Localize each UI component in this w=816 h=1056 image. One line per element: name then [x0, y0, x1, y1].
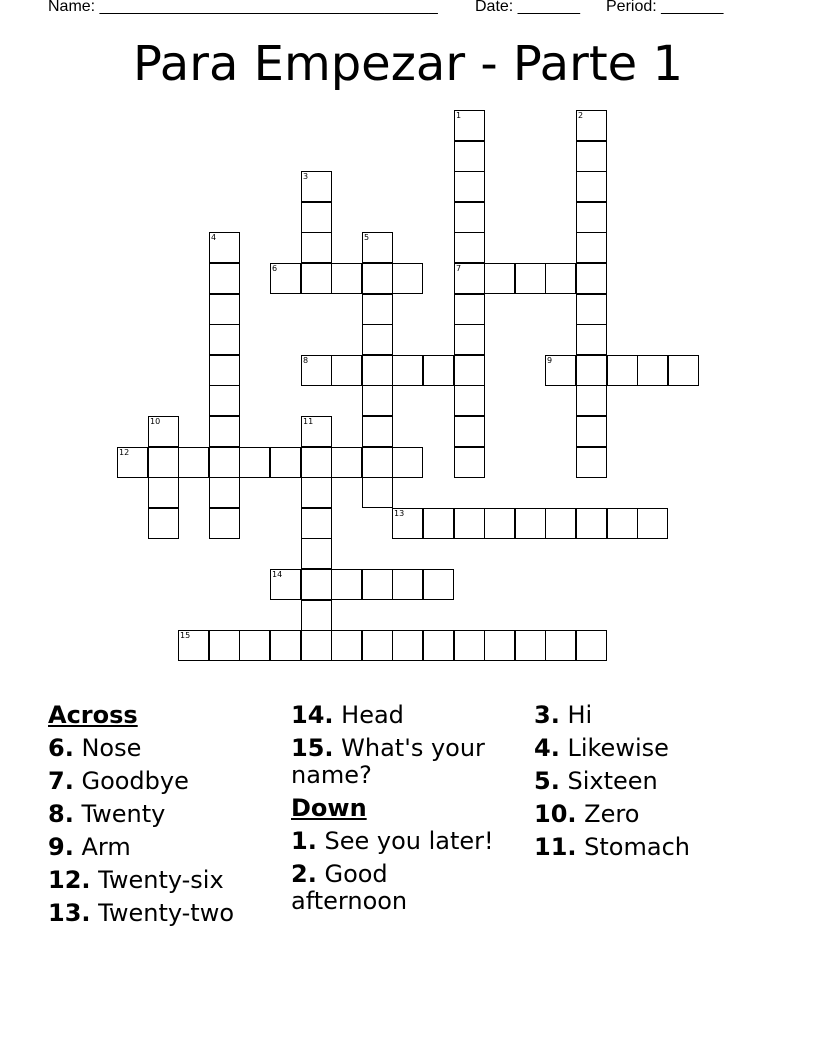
- grid-cell[interactable]: [576, 630, 607, 661]
- clue-across-6: 6. Nose: [48, 734, 142, 762]
- grid-cell[interactable]: [270, 447, 301, 478]
- grid-cell[interactable]: [484, 508, 515, 539]
- grid-cell[interactable]: [209, 385, 240, 416]
- grid-cell[interactable]: [454, 416, 485, 447]
- grid-cell[interactable]: [301, 508, 332, 539]
- clue-across-8: 8. Twenty: [48, 800, 166, 828]
- grid-cell[interactable]: [362, 630, 393, 661]
- clue-number: 7: [456, 264, 462, 273]
- clue-across-14: 14. Head: [291, 701, 404, 729]
- grid-cell[interactable]: [362, 447, 393, 478]
- grid-cell[interactable]: [637, 508, 668, 539]
- grid-cell[interactable]: [301, 447, 332, 478]
- grid-cell[interactable]: [362, 416, 393, 447]
- grid-cell[interactable]: [209, 324, 240, 355]
- grid-cell[interactable]: [607, 355, 638, 386]
- grid-cell[interactable]: [209, 416, 240, 447]
- grid-cell[interactable]: [362, 263, 393, 294]
- clue-number: 13: [394, 509, 405, 518]
- clue-down-3: 3. Hi: [534, 701, 593, 729]
- grid-cell[interactable]: [454, 294, 485, 325]
- grid-cell[interactable]: [239, 630, 270, 661]
- grid-cell[interactable]: [576, 385, 607, 416]
- grid-cell[interactable]: [301, 232, 332, 263]
- clue-number: 12: [119, 448, 130, 457]
- grid-cell[interactable]: [392, 569, 423, 600]
- grid-cell[interactable]: [637, 355, 668, 386]
- grid-cell[interactable]: [392, 447, 423, 478]
- grid-cell-6[interactable]: [270, 263, 301, 294]
- grid-cell[interactable]: [515, 630, 546, 661]
- grid-cell[interactable]: [209, 508, 240, 539]
- grid-cell[interactable]: [178, 447, 209, 478]
- grid-cell[interactable]: [454, 232, 485, 263]
- grid-cell[interactable]: [576, 355, 607, 386]
- grid-cell-15[interactable]: [178, 630, 209, 661]
- down-heading: Down: [291, 794, 367, 822]
- grid-cell[interactable]: [331, 630, 362, 661]
- grid-cell-10[interactable]: [148, 416, 179, 447]
- clue-column-1: [48, 702, 288, 933]
- grid-cell[interactable]: [301, 569, 332, 600]
- grid-cell[interactable]: [576, 141, 607, 172]
- clue-number: 6: [272, 264, 278, 273]
- grid-cell[interactable]: [576, 232, 607, 263]
- grid-cell-4[interactable]: [209, 232, 240, 263]
- grid-cell[interactable]: [209, 263, 240, 294]
- grid-cell[interactable]: [576, 416, 607, 447]
- name-field-label[interactable]: Name: ______________________________________: [48, 0, 438, 15]
- clue-across-12: 12. Twenty-six: [48, 866, 224, 894]
- grid-cell[interactable]: [209, 630, 240, 661]
- grid-cell[interactable]: [331, 355, 362, 386]
- grid-cell[interactable]: [209, 294, 240, 325]
- clue-number: 11: [303, 417, 314, 426]
- clue-number: 2: [578, 111, 584, 120]
- grid-cell[interactable]: [454, 324, 485, 355]
- date-field-label[interactable]: Date: _______: [475, 0, 580, 15]
- grid-cell[interactable]: [576, 324, 607, 355]
- grid-cell[interactable]: [362, 385, 393, 416]
- grid-cell[interactable]: [484, 630, 515, 661]
- grid-cell[interactable]: [454, 385, 485, 416]
- grid-cell[interactable]: [423, 569, 454, 600]
- clue-down-1: 1. See you later!: [291, 827, 494, 855]
- grid-cell[interactable]: [576, 294, 607, 325]
- clue-down-11: 11. Stomach: [534, 833, 690, 861]
- clue-across-7: 7. Goodbye: [48, 767, 189, 795]
- clue-down-4: 4. Likewise: [534, 734, 669, 762]
- clue-number: 4: [211, 233, 217, 242]
- grid-cell[interactable]: [423, 630, 454, 661]
- clue-number: 14: [272, 570, 283, 579]
- grid-cell-14[interactable]: [270, 569, 301, 600]
- grid-cell[interactable]: [454, 355, 485, 386]
- clue-number: 10: [150, 417, 161, 426]
- grid-cell[interactable]: [423, 355, 454, 386]
- grid-cell-8[interactable]: [301, 355, 332, 386]
- grid-cell[interactable]: [301, 263, 332, 294]
- grid-cell[interactable]: [392, 630, 423, 661]
- grid-cell[interactable]: [423, 508, 454, 539]
- grid-cell[interactable]: [576, 202, 607, 233]
- grid-cell-12[interactable]: [117, 447, 148, 478]
- grid-cell[interactable]: [484, 263, 515, 294]
- clue-number: 9: [547, 356, 553, 365]
- grid-cell[interactable]: [362, 324, 393, 355]
- grid-cell[interactable]: [607, 508, 638, 539]
- grid-cell[interactable]: [301, 600, 332, 631]
- grid-cell[interactable]: [454, 630, 485, 661]
- grid-cell[interactable]: [576, 171, 607, 202]
- grid-cell[interactable]: [209, 477, 240, 508]
- grid-cell[interactable]: [362, 355, 393, 386]
- grid-cell[interactable]: [576, 263, 607, 294]
- grid-cell[interactable]: [576, 447, 607, 478]
- grid-cell-1[interactable]: [454, 110, 485, 141]
- period-field-label[interactable]: Period: _______: [606, 0, 724, 15]
- grid-cell[interactable]: [515, 508, 546, 539]
- grid-cell[interactable]: [301, 202, 332, 233]
- clue-across-9: 9. Arm: [48, 833, 131, 861]
- grid-cell[interactable]: [270, 630, 301, 661]
- grid-cell[interactable]: [209, 355, 240, 386]
- grid-cell[interactable]: [301, 477, 332, 508]
- grid-cell[interactable]: [515, 263, 546, 294]
- grid-cell[interactable]: [362, 477, 393, 508]
- grid-cell[interactable]: [148, 447, 179, 478]
- grid-cell-11[interactable]: [301, 416, 332, 447]
- clue-column-3: [534, 702, 774, 867]
- page-title: Para Empezar - Parte 1: [133, 36, 683, 92]
- grid-cell-7[interactable]: [454, 263, 485, 294]
- grid-cell[interactable]: [148, 477, 179, 508]
- grid-cell[interactable]: [331, 263, 362, 294]
- grid-cell[interactable]: [545, 630, 576, 661]
- grid-cell[interactable]: [331, 569, 362, 600]
- clue-down-10: 10. Zero: [534, 800, 640, 828]
- grid-cell[interactable]: [545, 263, 576, 294]
- grid-cell-13[interactable]: [392, 508, 423, 539]
- clue-number: 1: [456, 111, 462, 120]
- clue-down-5: 5. Sixteen: [534, 767, 658, 795]
- grid-cell[interactable]: [576, 508, 607, 539]
- grid-cell[interactable]: [454, 508, 485, 539]
- grid-cell[interactable]: [362, 294, 393, 325]
- grid-cell-3[interactable]: [301, 171, 332, 202]
- clue-column-2: [291, 702, 501, 921]
- grid-cell-9[interactable]: [545, 355, 576, 386]
- grid-cell[interactable]: [392, 263, 423, 294]
- grid-cell[interactable]: [301, 630, 332, 661]
- clue-number: 15: [180, 631, 191, 640]
- grid-cell[interactable]: [239, 447, 270, 478]
- grid-cell-5[interactable]: [362, 232, 393, 263]
- grid-cell[interactable]: [668, 355, 699, 386]
- grid-cell[interactable]: [301, 538, 332, 569]
- grid-cell-2[interactable]: [576, 110, 607, 141]
- clue-across-13: 13. Twenty-two: [48, 899, 235, 927]
- grid-cell[interactable]: [209, 447, 240, 478]
- clue-number: 3: [303, 172, 309, 181]
- grid-cell[interactable]: [454, 141, 485, 172]
- grid-cell[interactable]: [392, 355, 423, 386]
- clue-number: 8: [303, 356, 309, 365]
- across-heading: Across: [48, 701, 138, 729]
- clue-across-15: 15. What's your name?: [291, 734, 485, 789]
- grid-cell[interactable]: [148, 508, 179, 539]
- grid-cell[interactable]: [454, 202, 485, 233]
- grid-cell[interactable]: [362, 569, 393, 600]
- grid-cell[interactable]: [545, 508, 576, 539]
- grid-cell[interactable]: [454, 171, 485, 202]
- grid-cell[interactable]: [331, 447, 362, 478]
- clue-down-2: 2. Good afternoon: [291, 860, 408, 915]
- grid-cell[interactable]: [454, 447, 485, 478]
- clue-number: 5: [364, 233, 370, 242]
